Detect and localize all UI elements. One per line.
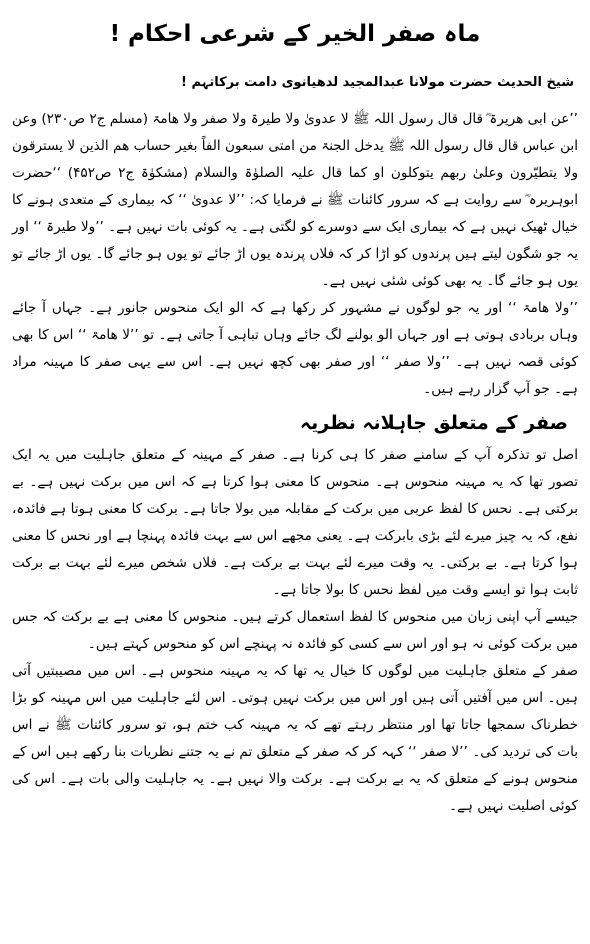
- section-paragraph-2: جیسے آپ اپنی زبان میں منحوس کا لفظ استعمال کرتے ہیں۔ منحوس کا معنی ہے بے برکت کہ جس میں برکت کوئی نہ ہو اور اس سے کسی کو فائدہ نہ پہنچے اس کو منحوس کہتے ہیں۔: [12, 609, 578, 652]
- body-paragraph-1: ’’عن ابی ھریرۃ ؓ قال قال رسول اللہ ﷺ لا عدویٰ ولا طیرۃ ولا صفر ولا ھامۃ (مسلم ج۲ ص۲۳۰) وعن ابن عباس قال قال رسول اللہ ﷺ یدخل الجنۃ من امتی سبعون الفاً بغیر حساب ھم الذین لا یسترقون ولا یتطیّرون وعلیٰ ربھم یتوکلون او کما قال علیہ الصلوٰۃ والسلام (مشکوٰۃ ج۲ ص۴۵۲) ‘‘حضرت ابوہریرہ ؓ سے روایت ہے کہ سرور کائنات ﷺ نے فرمایا کہ: ’’لا عدویٰ ‘‘ کہ بیماری کے متعدی ہونے کا خیال ٹھیک نہیں ہے کہ بیماری ایک سے دوسرے کو لگتی ہے۔ یہ کوئی بات نہیں ہے۔ ’’ولا طیرۃ ‘‘ اور یہ جو شگون لیتے ہیں پرندوں کو اڑا کر کہ فلاں پرندہ یوں اڑ جائے تو یوں ہو جائے گا۔ یوں اڑ جائے تو یوں ہو جائے گا۔ یہ بھی کوئی شئی نہیں ہے۔: [11, 111, 579, 289]
- article-title: ماہ صفر الخیر کے شرعی احکام !: [109, 21, 481, 47]
- author-line: شیخ الحدیث حضرت مولانا عبدالمجید لدھیانوی دامت برکاتہم !: [181, 75, 574, 90]
- section-paragraph-3: صفر کے متعلق جاہلیت میں لوگوں کا خیال یہ تھا کہ یہ مہینہ منحوس ہے۔ اس میں مصیبتیں آتی ہیں۔ اس میں آفتیں آتی ہیں اور اس میں برکت نہیں ہوتی۔ اس لئے جاہلیت میں اس مہینہ کو بڑا خطرناک سمجھا جاتا تھا اور منتظر رہتے تھے کہ یہ مہینہ کب ختم ہو، تو سرور کائنات ﷺ نے اس بات کی تردید کی۔ ’’لا صفر ‘‘ کہہ کر کہ صفر کے متعلق تم نے یہ جتنے نظریات بنا رکھے ہیں اس کے منحوس ہونے کے متعلق کہ یہ بے برکت ہے۔ برکت والا نہیں ہے۔ یہ جاہلیت والی بات ہے۔ اس کی کوئی اصلیت نہیں ہے۔: [12, 663, 578, 814]
- section-heading: صفر کے متعلق جاہلانہ نظریہ: [299, 412, 568, 434]
- section-paragraph-1: اصل تو تذکرہ آپ کے سامنے صفر کا ہی کرنا ہے۔ صفر کے مہینہ کے متعلق جاہلیت میں یہ ایک تصور تھا کہ یہ مہینہ منحوس ہے۔ منحوس کا معنی ہوا کرتا ہے کہ اس میں برکت نہیں ہے۔ بے برکتی ہے۔ نحس کا لفظ عربی میں برکت کے مقابلہ میں بولا جاتا ہے۔ برکت کا معنی ہوتا ہے فائدہ، نفع، کہ یہ چیز میرے لئے بڑی بابرکت ہے۔ یعنی مجھے اس سے بہت فائدہ پہنچا ہے اور نحس کا معنی ہوا کرتا ہے۔ بے برکتی۔ یہ وقت میرے لئے بہت بے برکت ہے۔ فلاں شخص میرے لئے بہت بے برکت ثابت ہوا تو ایسے وقت میں لفظ نحس کا بولا جاتا ہے۔: [12, 447, 578, 598]
- body-paragraph-2: ’’ولا ھامۃ ‘‘ اور یہ جو لوگوں نے مشہور کر رکھا ہے کہ الو ایک منحوس جانور ہے۔ جہاں آ جائے وہاں بربادی ہوتی ہے اور جہاں الو بولنے لگ جائے وہاں تباہی آ جاتی ہے۔ تو ’’لا ھامۃ ‘‘ اس کا بھی کوئی قصہ نہیں ہے۔ ’’ولا صفر ‘‘ اور صفر بھی کچھ نہیں ہے۔ اس سے یہی صفر کا مہینہ مراد ہے۔ جو آپ گزار رہے ہیں۔: [12, 300, 578, 397]
